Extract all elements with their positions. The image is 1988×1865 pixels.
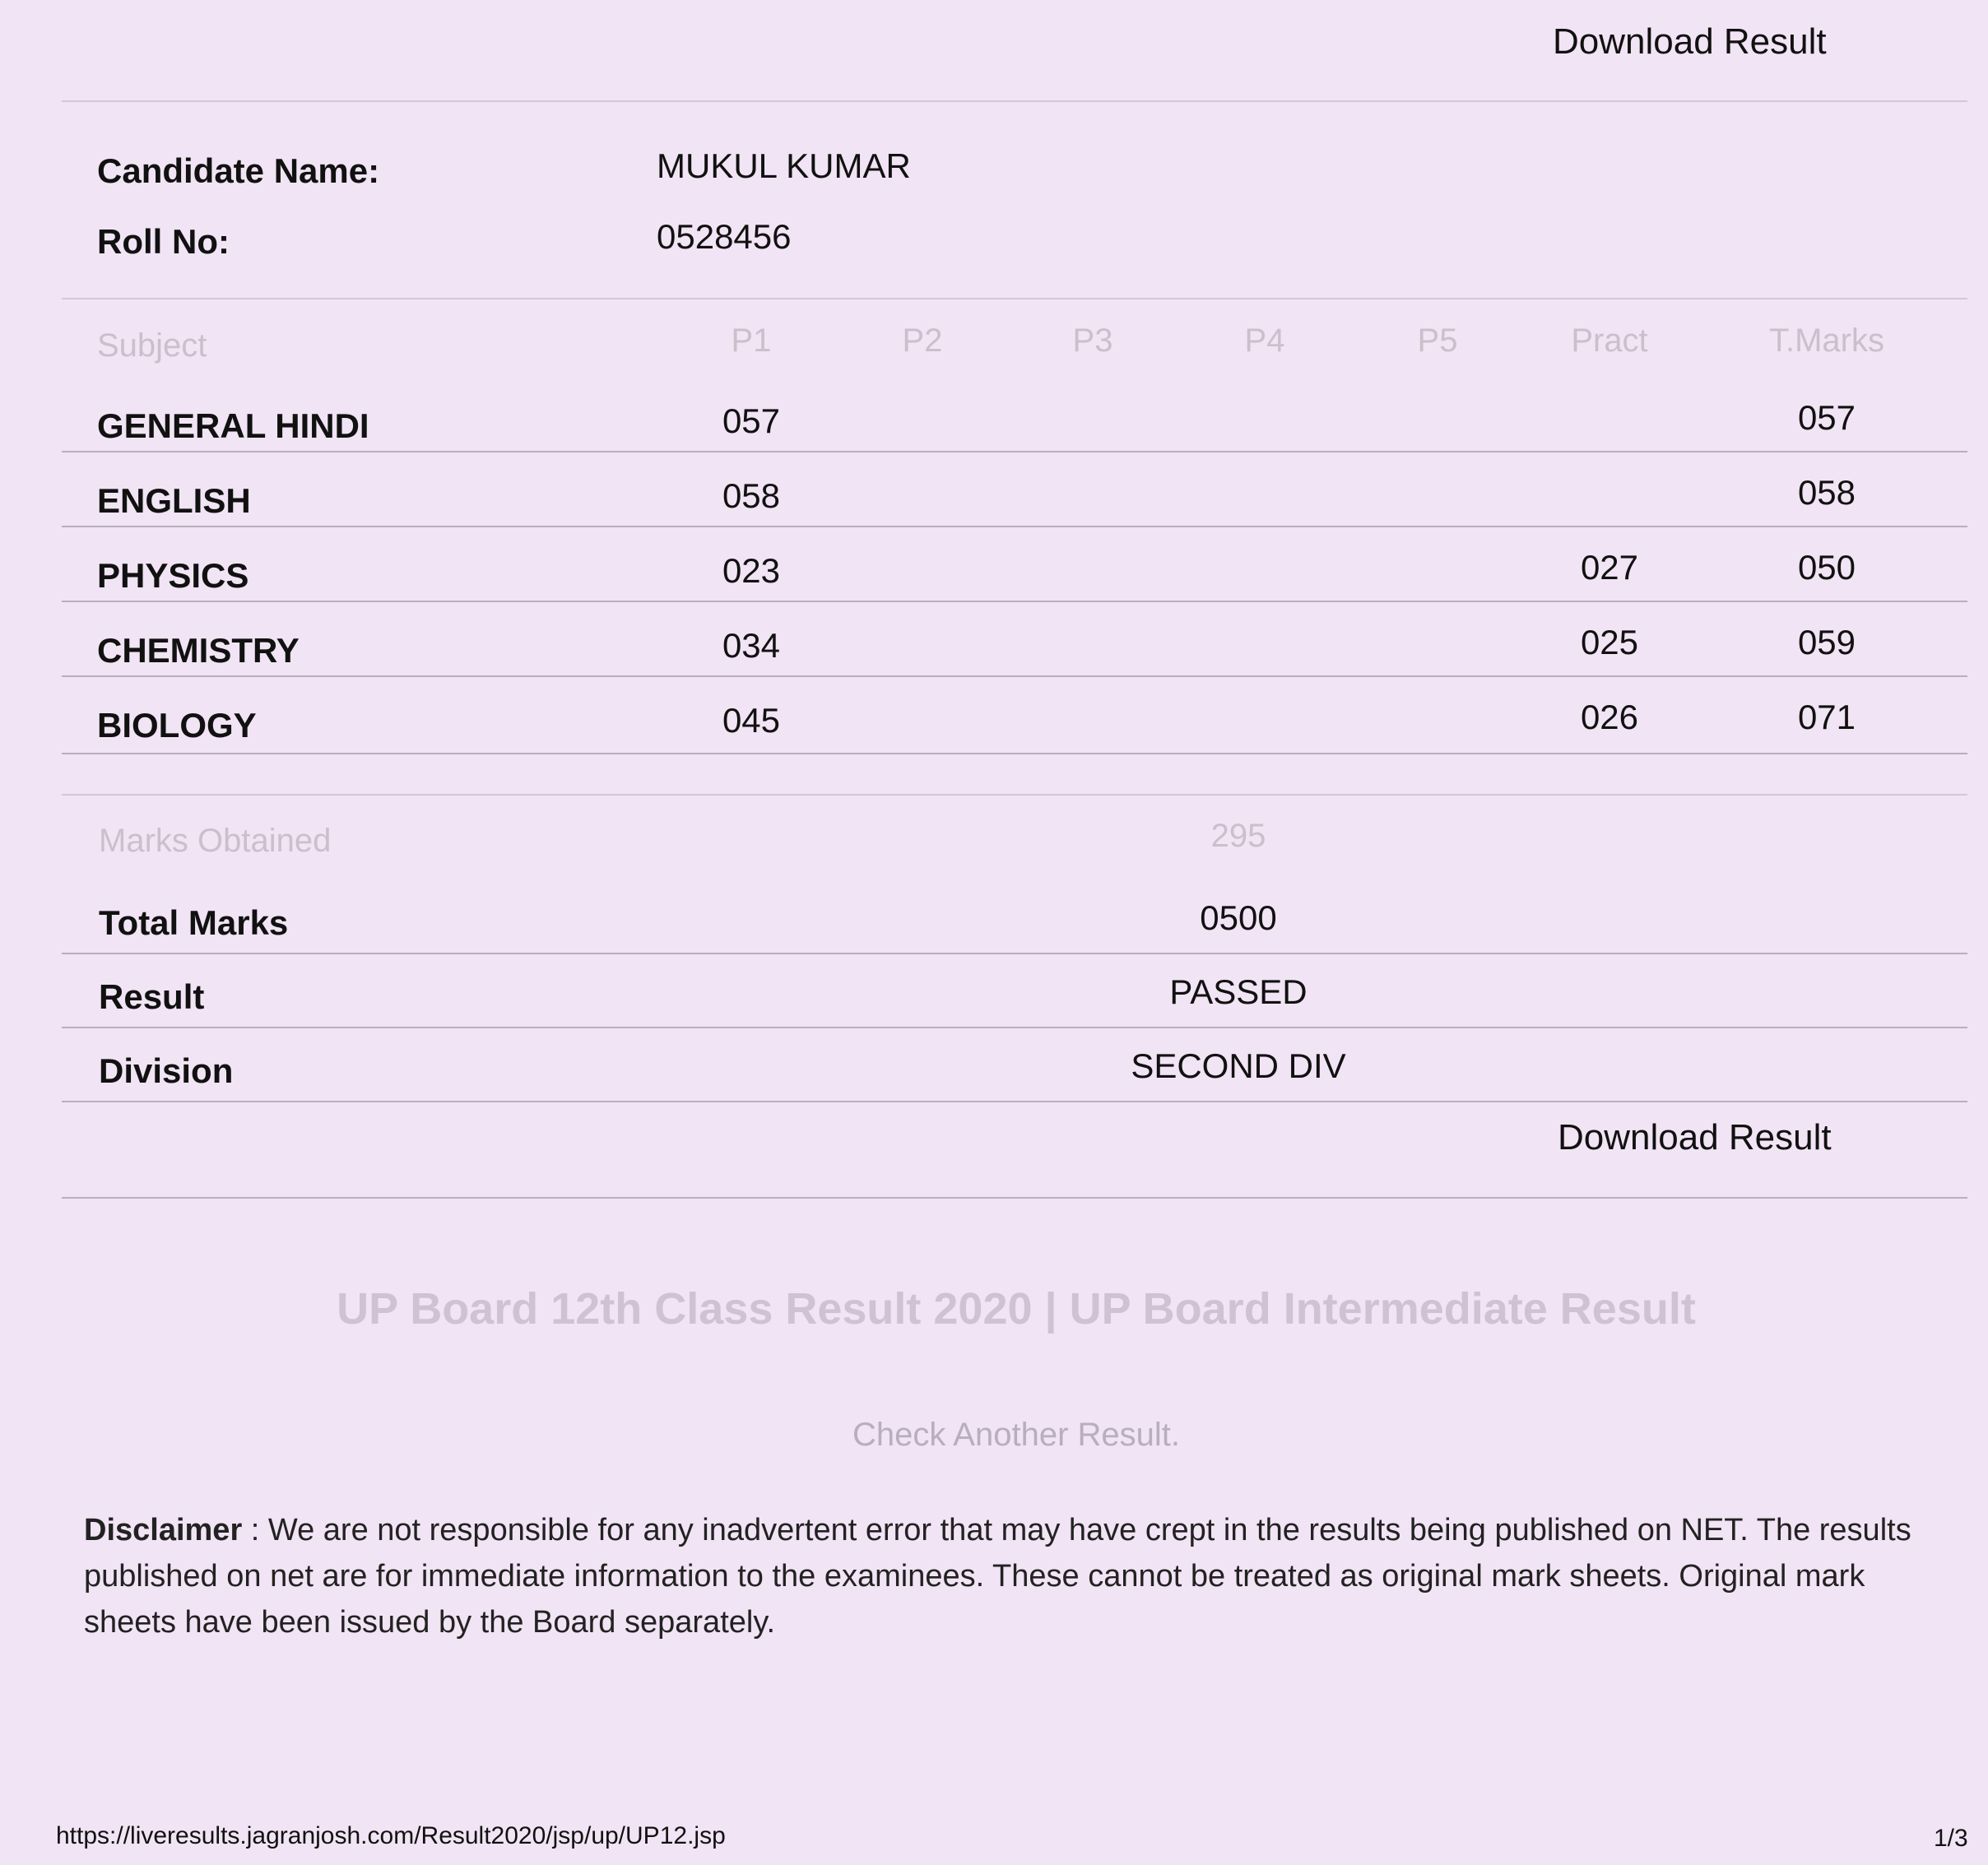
roll-no-value: 0528456 xyxy=(657,217,792,256)
row-divider xyxy=(62,753,1967,754)
row-divider xyxy=(62,601,1967,602)
p1-marks: 023 xyxy=(722,551,781,590)
p1-marks: 058 xyxy=(722,476,781,515)
marks-obtained-label: Marks Obtained xyxy=(99,823,332,859)
p1-marks: 034 xyxy=(722,626,781,665)
page-title: UP Board 12th Class Result 2020 | UP Board Intermediate Result xyxy=(337,1284,1696,1334)
division-value: SECOND DIV xyxy=(1131,1046,1346,1085)
header-pract: Pract xyxy=(1571,322,1648,359)
row-divider xyxy=(62,526,1967,527)
page-number: 1/3 xyxy=(1934,1825,1968,1852)
header-total-marks: T.Marks xyxy=(1769,322,1884,359)
pract-marks: 026 xyxy=(1580,698,1639,736)
check-another-result-link[interactable]: Check Another Result. xyxy=(852,1417,1180,1453)
header-p2: P2 xyxy=(902,322,943,359)
subject-name: GENERAL HINDI xyxy=(97,406,369,445)
divider xyxy=(62,1197,1967,1199)
disclaimer-text: : We are not responsible for any inadvertent error that may have crept in the results being published on NET. The results published on net are for immediate information to the examinees. These cannot be treated as original mark sheets. Original mark sheets have been issued by the Board separately. xyxy=(84,1513,1911,1640)
result-label: Result xyxy=(99,977,205,1016)
candidate-name-label: Candidate Name: xyxy=(97,151,380,190)
total-marks: 058 xyxy=(1797,473,1856,512)
marks-obtained-value: 295 xyxy=(1210,818,1266,854)
divider xyxy=(62,100,1967,102)
download-result-link-bottom[interactable]: Download Result xyxy=(1558,1117,1832,1158)
subject-name: PHYSICS xyxy=(97,556,249,595)
header-p1: P1 xyxy=(731,322,772,359)
divider xyxy=(62,1027,1967,1028)
row-divider xyxy=(62,675,1967,677)
total-marks-label: Total Marks xyxy=(99,903,289,942)
total-marks-value: 0500 xyxy=(1200,898,1277,937)
divider xyxy=(62,298,1967,299)
pract-marks: 025 xyxy=(1580,623,1639,661)
header-p3: P3 xyxy=(1072,322,1113,359)
subject-name: BIOLOGY xyxy=(97,706,257,745)
total-marks: 059 xyxy=(1797,623,1856,661)
total-marks: 071 xyxy=(1797,698,1856,736)
header-subject: Subject xyxy=(97,327,207,364)
candidate-name-value: MUKUL KUMAR xyxy=(657,146,911,185)
disclaimer xyxy=(84,1507,1952,1645)
total-marks: 057 xyxy=(1797,398,1856,437)
page-url: https://liveresults.jagranjosh.com/Result2020/jsp/up/UP12.jsp xyxy=(56,1822,726,1849)
division-label: Division xyxy=(99,1051,234,1090)
header-p5: P5 xyxy=(1417,322,1458,359)
p1-marks: 045 xyxy=(722,701,781,740)
row-divider xyxy=(62,451,1967,452)
total-marks: 050 xyxy=(1797,548,1856,587)
roll-no-label: Roll No: xyxy=(97,222,230,261)
pract-marks: 027 xyxy=(1580,548,1639,587)
divider xyxy=(62,794,1967,796)
result-value: PASSED xyxy=(1169,972,1308,1011)
divider xyxy=(62,953,1967,954)
subject-name: CHEMISTRY xyxy=(97,631,300,670)
disclaimer-label: Disclaimer xyxy=(84,1513,243,1547)
download-result-link-top[interactable]: Download Result xyxy=(1553,21,1827,62)
header-p4: P4 xyxy=(1244,322,1285,359)
subject-name: ENGLISH xyxy=(97,481,251,520)
p1-marks: 057 xyxy=(722,401,781,440)
divider xyxy=(62,1101,1967,1102)
